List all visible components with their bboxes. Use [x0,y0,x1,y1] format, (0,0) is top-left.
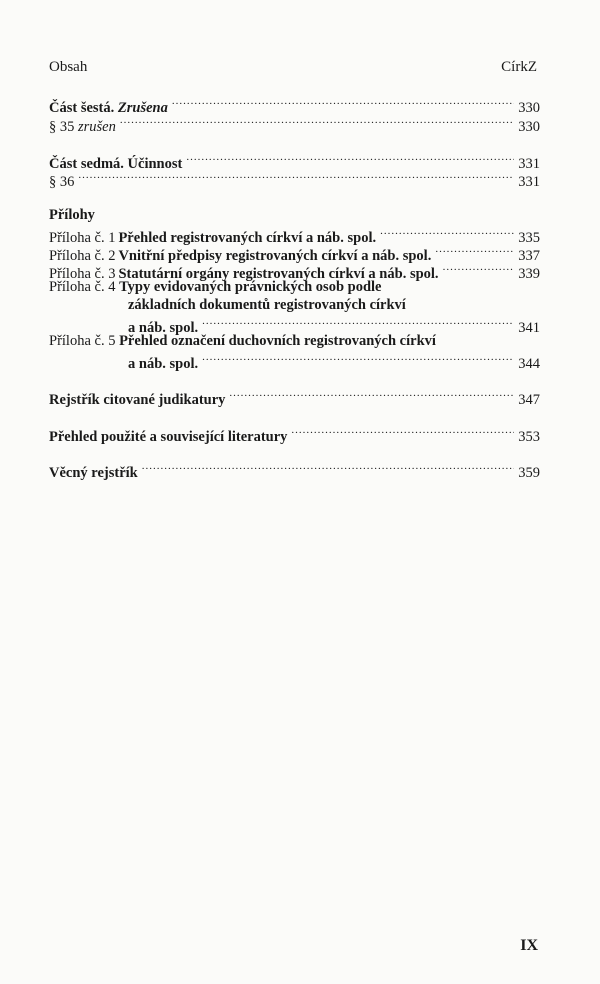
toc-appendix-title-line-3: a náb. spol. [128,320,199,336]
dot-leader [142,459,515,477]
toc-part-7-title: Část sedmá. Účinnost [49,156,183,172]
toc-appendix-prefix: Příloha č. 4 [49,279,116,295]
toc-page-number: 330 [518,119,540,135]
toc-appendix-prefix: Příloha č. 2 [49,248,116,264]
toc-literature-title: Přehled použité a související literatury [49,429,288,445]
toc-appendix-prefix: Příloha č. 1 [49,230,116,246]
dot-leader [172,94,514,112]
toc-appendix-title: Statutární orgány registrovaných církví a náb. spol. [118,266,439,282]
toc-appendix-prefix: Příloha č. 5 [49,333,116,349]
page-folio: IX [520,937,538,954]
toc-appendices-heading: Přílohy [49,207,95,223]
dot-leader [202,314,514,332]
toc-page-number: 347 [518,392,540,408]
dot-leader [435,242,514,260]
toc-entry-case-law-index[interactable] [49,386,540,409]
toc-appendix-title-line-1: Typy evidovaných právnických osob podle [119,279,382,295]
toc-appendix-title: Přehled registrovaných církví a náb. spol. [118,230,377,246]
toc-section-36-title: § 36 [49,174,75,190]
toc-appendix-title-line-2: základních dokumentů registrovaných církví [128,297,406,313]
dot-leader [202,350,514,368]
running-header-left: Obsah [49,59,88,75]
toc-page-number: 337 [518,248,540,264]
toc-page-number: 335 [518,230,540,246]
dot-leader [120,113,514,131]
toc-appendix-title: Vnitřní předpisy registrovaných církví a náb. spol. [118,248,432,264]
toc-part-6-name: Zrušena [117,100,168,116]
toc-case-law-title: Rejstřík citované judikatury [49,392,226,408]
toc-entry-appendix-5-last-line[interactable] [128,350,540,373]
dot-leader [229,386,514,404]
toc-page-number: 359 [518,465,540,481]
toc-appendix-title-line-1: Přehled označení duchovních registrovaných církví [119,333,436,349]
toc-page-number: 353 [518,429,540,445]
toc-page-number: 331 [518,174,540,190]
toc-section-35-name: zrušen [78,119,116,135]
toc-part-6-prefix: Část šestá. [49,100,115,116]
dot-leader [291,423,514,441]
toc-subject-index-title: Věcný rejstřík [49,465,138,481]
toc-section-35-title [49,118,120,136]
toc-entry-section-36[interactable] [49,168,540,191]
toc-page-number: 344 [518,356,540,372]
toc-page-number: 341 [518,320,540,336]
toc-appendix-title-line-2: a náb. spol. [128,356,199,372]
toc-entry-appendix-5[interactable] [49,332,436,350]
toc-entry-literature[interactable] [49,423,540,446]
toc-entry-appendix-4[interactable] [49,278,381,296]
dot-leader [380,224,514,242]
dot-leader [443,260,515,278]
toc-page-number: 330 [518,100,540,116]
toc-page-number: 339 [518,266,540,282]
toc-entry-subject-index[interactable] [49,459,540,482]
dot-leader [78,168,514,186]
toc-page-number: 331 [518,156,540,172]
dot-leader [186,150,514,168]
toc-appendix-prefix: Příloha č. 3 [49,266,116,282]
toc-entry-section-35[interactable] [49,113,540,136]
toc-section-35-prefix: § 35 [49,119,75,135]
running-header-right: CírkZ [501,59,537,75]
